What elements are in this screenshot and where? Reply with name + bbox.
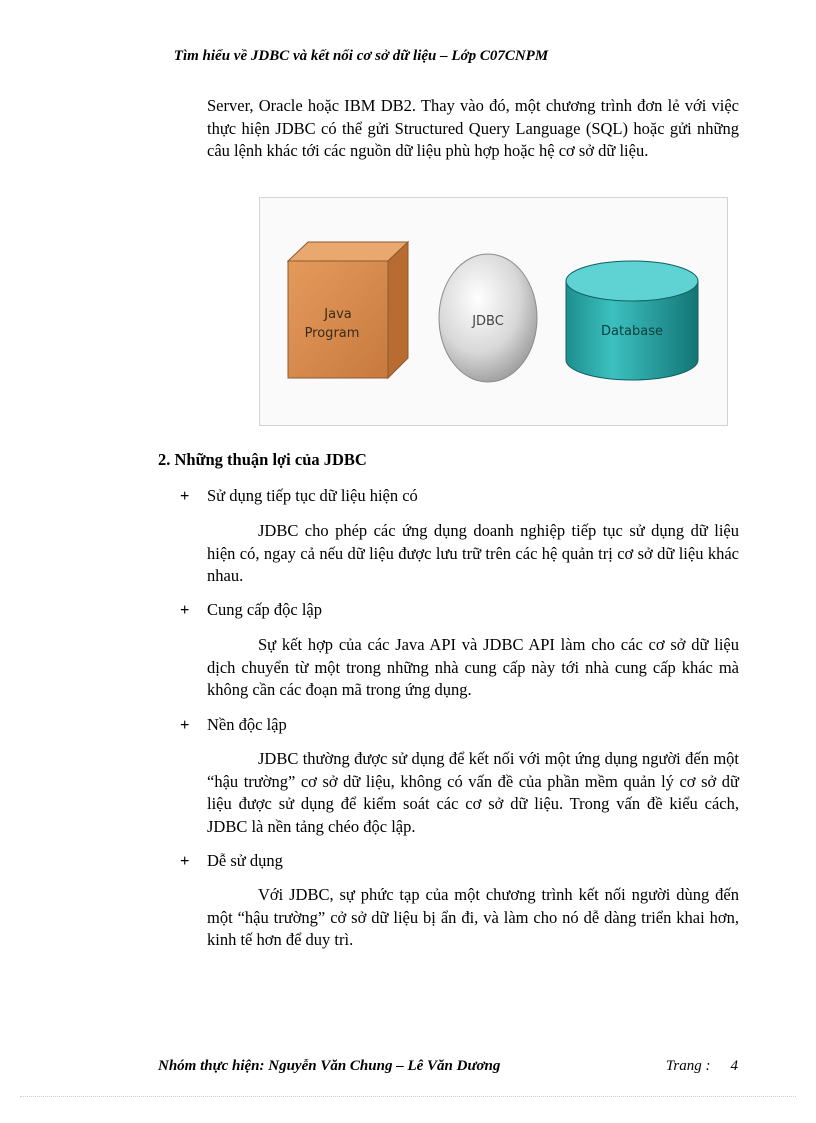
bullet-title: Dễ sử dụng bbox=[207, 851, 283, 870]
jdbc-label: JDBC bbox=[472, 314, 504, 329]
bullet-mark: + bbox=[180, 715, 190, 734]
bullet-body-1: JDBC cho phép các ứng dụng doanh nghiệp tiếp tục sử dụng dữ liệu hiện có, ngay cả nếu dữ liệu được lưu trữ trên các hệ quản trị cơ sở dữ liệu khác nhau. bbox=[207, 521, 739, 585]
intro-paragraph: Server, Oracle hoặc IBM DB2. Thay vào đó, một chương trình đơn lẻ với việc thực hiện JDBC có thể gửi Structured Query Language (SQL) hoặc gửi những câu lệnh khác tới các nguồn dữ liệu phù hợp hoặc hệ cơ sở dữ liệu. bbox=[207, 96, 739, 160]
database-cylinder bbox=[566, 261, 698, 380]
bullet-body-2: Sự kết hợp của các Java API và JDBC API làm cho các cơ sở dữ liệu dịch chuyển từ một trong những nhà cung cấp này tới nhà cung cấp khác mà không cần các đoạn mã trong ứng dụng. bbox=[207, 635, 739, 699]
footer-page-number: 4 bbox=[730, 1058, 738, 1074]
bullet-item-4 bbox=[180, 850, 283, 872]
database-label: Database bbox=[600, 324, 664, 339]
bullet-title: Sử dụng tiếp tục dữ liệu hiện có bbox=[207, 486, 418, 505]
java-program-box bbox=[288, 242, 408, 378]
footer-page bbox=[666, 1058, 738, 1075]
footer-authors: Nhóm thực hiện: Nguyễn Văn Chung – Lê Văn Dương bbox=[158, 1058, 501, 1074]
bullet-body-4: Với JDBC, sự phức tạp của một chương trình kết nối người dùng đến một “hậu trường” cở sở dữ liệu bị ẩn đi, và làm cho nó dễ dàng triển khai hơn, kinh tế hơn để duy trì. bbox=[207, 885, 739, 949]
jdbc-ellipse bbox=[439, 254, 537, 382]
bullet-item-1 bbox=[180, 485, 418, 507]
bullet-title: Nền độc lập bbox=[207, 715, 287, 734]
bullet-mark: + bbox=[180, 486, 190, 505]
footer-page-label: Trang : bbox=[665, 1058, 711, 1074]
java-program-label-line2: Program bbox=[304, 326, 360, 341]
bullet-item-3 bbox=[180, 714, 287, 736]
java-program-label-line1: Java bbox=[324, 307, 352, 322]
bullet-title: Cung cấp độc lập bbox=[207, 600, 323, 619]
jdbc-architecture-figure bbox=[259, 197, 728, 426]
section-heading: 2. Những thuận lợi của JDBC bbox=[158, 450, 367, 469]
bottom-divider bbox=[20, 1096, 796, 1097]
bullet-mark: + bbox=[180, 600, 190, 619]
bullet-body-3: JDBC thường được sử dụng để kết nối với một ứng dụng người đến một “hậu trường” cơ sở dữ liệu, không có vấn đề của phần mềm quản lý cơ sở dữ liệu được sử dụng để kiểm soát các cơ sở dữ liệu. Trong vấn đề kiểu cách, JDBC là nền tảng chéo độc lập. bbox=[207, 749, 739, 836]
page-header-title: Tìm hiểu về JDBC và kết nối cơ sở dữ liệu – Lớp C07CNPM bbox=[173, 48, 549, 64]
bullet-item-2 bbox=[180, 599, 322, 621]
bullet-mark: + bbox=[180, 851, 190, 870]
figure-canvas bbox=[260, 198, 727, 425]
page-footer bbox=[158, 1058, 738, 1075]
